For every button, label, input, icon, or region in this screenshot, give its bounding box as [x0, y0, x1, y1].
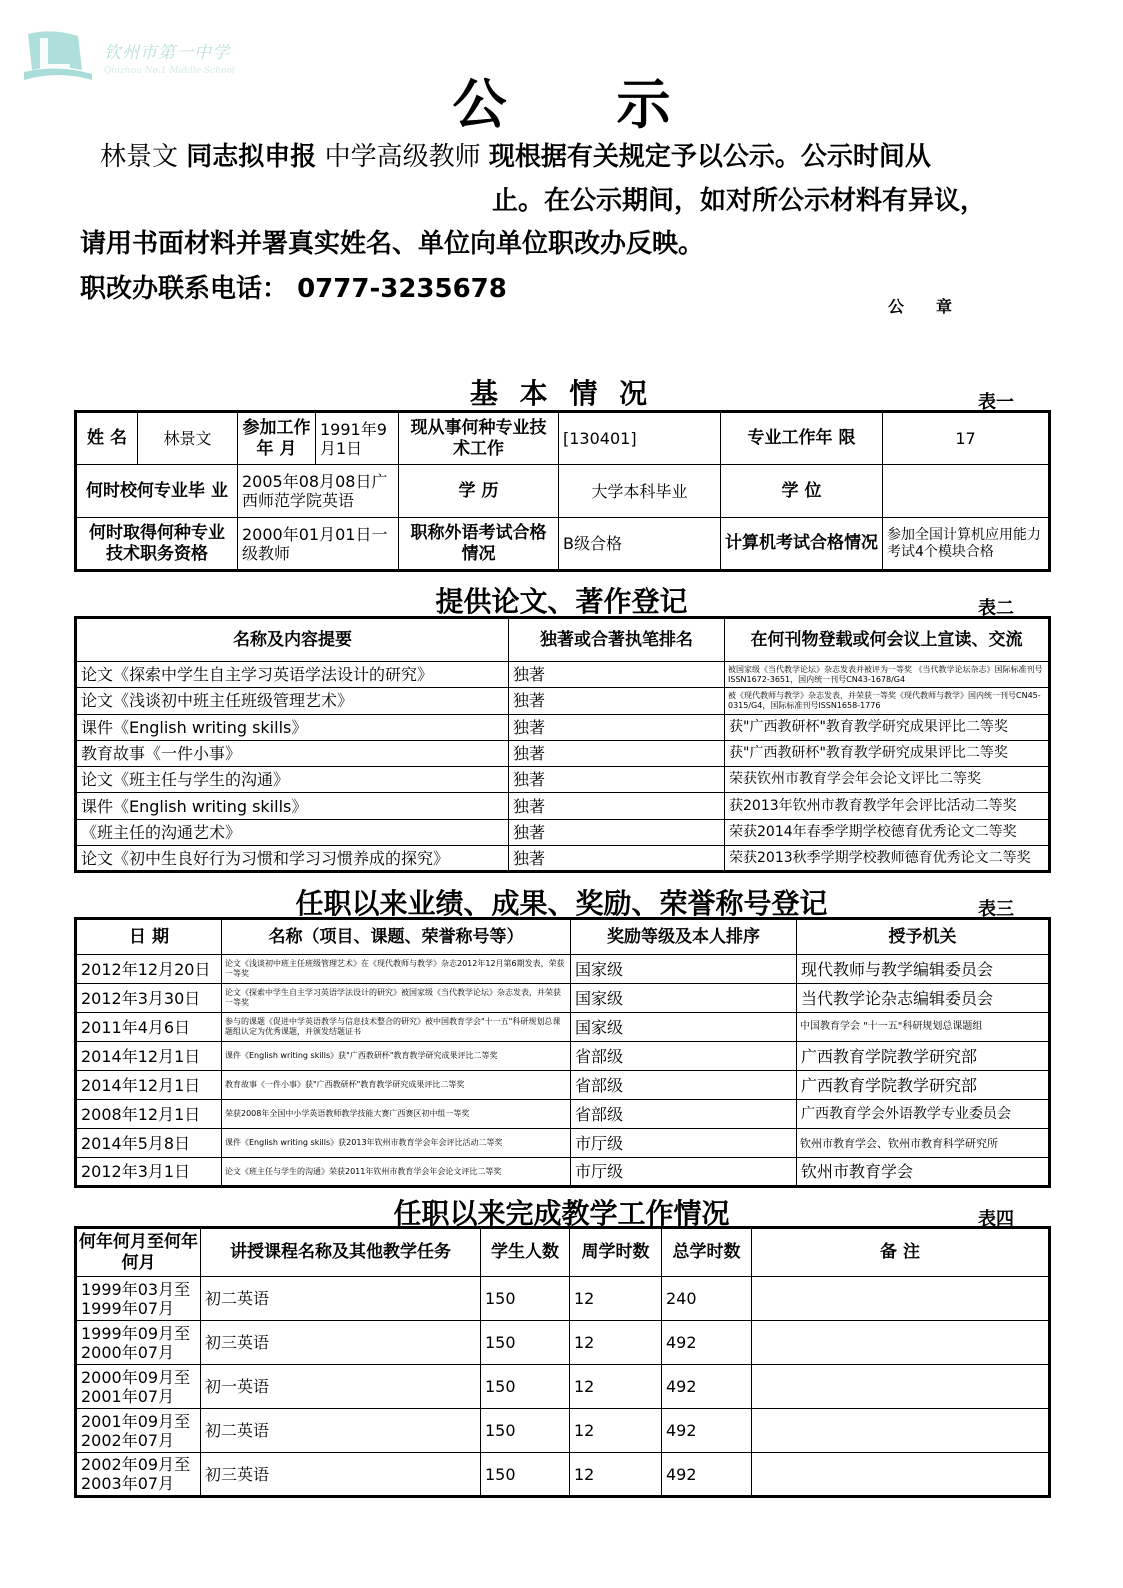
table-row — [76, 740, 1050, 766]
achievement-authority: 中国教育学会 "十一五"科研规划总课题组 — [797, 1013, 1050, 1042]
table-row — [76, 714, 1050, 740]
achievements-table — [74, 917, 1051, 1188]
teaching-period: 2000年09月至2001年07月 — [76, 1365, 201, 1409]
achievement-level: 国家级 — [571, 984, 797, 1013]
table-row — [76, 1277, 1050, 1321]
table-row — [76, 1100, 1050, 1129]
achievements-header-date: 日 期 — [76, 919, 222, 955]
basic-info-table — [74, 410, 1051, 572]
teaching-period: 1999年03月至1999年07月 — [76, 1277, 201, 1321]
achievement-name: 论文《浅谈初中班主任班级管理艺术》在《现代教师与教学》杂志2012年12月第6期发表，荣获一等奖 — [222, 955, 571, 984]
teaching-period: 2001年09月至2002年07月 — [76, 1409, 201, 1453]
notice-line-3: 请用书面材料并署真实姓名、单位向单位职改办反映。 — [80, 229, 705, 259]
paper-author: 独著 — [509, 714, 725, 740]
computer-label: 计算机考试合格情况 — [721, 518, 883, 571]
current-job-value: [130401] — [559, 412, 721, 465]
paper-venue: 荣获钦州市教育学会年会论文评比二等奖 — [725, 767, 1050, 793]
paper-author: 独著 — [509, 740, 725, 766]
teaching-course: 初三英语 — [201, 1321, 481, 1365]
table-row — [76, 1013, 1050, 1042]
table-row — [76, 1321, 1050, 1365]
papers-title: 提供论文、著作登记 — [435, 585, 688, 618]
paper-name: 教育故事《一件小事》 — [76, 740, 509, 766]
papers-table — [74, 616, 1051, 873]
current-job-label: 现从事何种专业技术工作 — [399, 412, 559, 465]
teaching-header-students: 学生人数 — [481, 1228, 570, 1277]
table-row — [76, 1042, 1050, 1071]
table-row — [76, 1365, 1050, 1409]
achievement-date: 2012年3月30日 — [76, 984, 222, 1013]
teaching-course: 初一英语 — [201, 1365, 481, 1409]
table-row — [76, 1158, 1050, 1187]
paper-author: 独著 — [509, 662, 725, 688]
foreign-lang-label: 职称外语考试合格情况 — [399, 518, 559, 571]
table-row — [76, 1071, 1050, 1100]
teaching-notes — [752, 1365, 1050, 1409]
degree-value — [883, 465, 1050, 518]
paper-venue: 荣获2013秋季学期学校教师德育优秀论文二等奖 — [725, 846, 1050, 872]
achievement-level: 省部级 — [571, 1042, 797, 1071]
achievement-level: 市厅级 — [571, 1158, 797, 1187]
paper-venue: 获2013年钦州市教育教学年会评比活动二等奖 — [725, 793, 1050, 819]
papers-header-author: 独著或合著执笔排名 — [509, 618, 725, 662]
achievements-title: 任职以来业绩、成果、奖励、荣誉称号登记 — [295, 887, 828, 920]
teaching-tag: 表四 — [978, 1209, 1014, 1230]
teaching-weekly-hours: 12 — [570, 1409, 662, 1453]
graduation-label: 何时校何专业毕 业 — [76, 465, 238, 518]
achievement-date: 2014年12月1日 — [76, 1071, 222, 1100]
paper-author: 独著 — [509, 846, 725, 872]
teaching-total-hours: 492 — [662, 1409, 752, 1453]
teaching-total-hours: 492 — [662, 1453, 752, 1497]
basic-info-title: 基 本 情 况 — [469, 377, 654, 410]
papers-header-name: 名称及内容提要 — [76, 618, 509, 662]
paper-venue: 获"广西教研杯"教育教学研究成果评比二等奖 — [725, 714, 1050, 740]
computer-value: 参加全国计算机应用能力考试4个模块合格 — [883, 518, 1050, 571]
paper-name: 课件《English writing skills》 — [76, 793, 509, 819]
teaching-notes — [752, 1409, 1050, 1453]
teaching-total-hours: 492 — [662, 1365, 752, 1409]
achievement-name: 荣获2008年全国中小学英语教师教学技能大赛广西赛区初中组一等奖 — [222, 1100, 571, 1129]
achievement-date: 2014年5月8日 — [76, 1129, 222, 1158]
teaching-students: 150 — [481, 1321, 570, 1365]
work-start-value: 1991年9月1日 — [316, 412, 399, 465]
paper-name: 论文《探索中学生自主学习英语学法设计的研究》 — [76, 662, 509, 688]
teaching-header-total: 总学时数 — [662, 1228, 752, 1277]
achievement-authority: 广西教育学院教学研究部 — [797, 1071, 1050, 1100]
table-row — [76, 846, 1050, 872]
qualification-value: 2000年01月01日一级教师 — [238, 518, 399, 571]
achievement-authority: 广西教育学院教学研究部 — [797, 1042, 1050, 1071]
achievement-name: 论文《班主任与学生的沟通》荣获2011年钦州市教育学会年会论文评比二等奖 — [222, 1158, 571, 1187]
papers-header-venue: 在何刊物登载或何会议上宣读、交流 — [725, 618, 1050, 662]
contact-phone: 0777-3235678 — [297, 274, 507, 304]
table-row — [76, 793, 1050, 819]
teaching-notes — [752, 1277, 1050, 1321]
table-row — [76, 955, 1050, 984]
paper-venue: 被《现代教师与教学》杂志发表，并荣获一等奖《现代教师与教学》国内统一刊号CN45-0315/G4，国际标准刊号ISSN1658-1776 — [725, 688, 1050, 714]
achievements-header-authority: 授予机关 — [797, 919, 1050, 955]
paper-name: 《班主任的沟通艺术》 — [76, 819, 509, 845]
notice-text-1: 同志拟申报 — [186, 142, 317, 172]
paper-name: 课件《English writing skills》 — [76, 714, 509, 740]
page-title: 公示 — [452, 73, 781, 136]
table-row — [76, 1409, 1050, 1453]
achievement-name: 参与的课题《促进中学英语教学与信息技术整合的研究》被中国教育学会"十一五"科研规划总课题组认定为优秀课题，并颁发结题证书 — [222, 1013, 571, 1042]
teaching-header-period: 何年何月至何年何月 — [76, 1228, 201, 1277]
paper-venue: 荣获2014年春季学期学校德育优秀论文二等奖 — [725, 819, 1050, 845]
achievements-header-name: 名称（项目、课题、荣誉称号等） — [222, 919, 571, 955]
education-label: 学 历 — [399, 465, 559, 518]
candidate-name: 林景文 — [100, 142, 179, 172]
teaching-course: 初二英语 — [201, 1277, 481, 1321]
years-label: 专业工作年 限 — [721, 412, 883, 465]
achievement-name: 课件《English writing skills》获"广西教研杯"教育教学研究成果评比二等奖 — [222, 1042, 571, 1071]
achievement-name: 教育故事《一件小事》获"广西教研杯"教育教学研究成果评比二等奖 — [222, 1071, 571, 1100]
teaching-weekly-hours: 12 — [570, 1321, 662, 1365]
graduation-value: 2005年08月08日广西师范学院英语 — [238, 465, 399, 518]
paper-name: 论文《班主任与学生的沟通》 — [76, 767, 509, 793]
teaching-title: 任职以来完成教学工作情况 — [393, 1197, 730, 1230]
achievement-name: 论文《探索中学生自主学习英语学法设计的研究》被国家级《当代教学论坛》杂志发表，并荣获一等奖 — [222, 984, 571, 1013]
teaching-period: 1999年09月至2000年07月 — [76, 1321, 201, 1365]
qualification-label: 何时取得何种专业技术职务资格 — [76, 518, 238, 571]
achievement-level: 国家级 — [571, 955, 797, 984]
name-label: 姓 名 — [76, 412, 138, 465]
degree-label: 学 位 — [721, 465, 883, 518]
paper-author: 独著 — [509, 819, 725, 845]
table-row — [76, 1453, 1050, 1497]
education-value: 大学本科毕业 — [559, 465, 721, 518]
teaching-table — [74, 1226, 1051, 1498]
achievements-header-level: 奖励等级及本人排序 — [571, 919, 797, 955]
contact-label: 职改办联系电话： — [80, 274, 289, 304]
paper-name: 论文《初中生良好行为习惯和学习习惯养成的探究》 — [76, 846, 509, 872]
paper-venue: 被国家级《当代教学论坛》杂志发表并被评为一等奖 《当代教学论坛杂志》国际标准刊号ISSN1672-3651，国内统一刊号CN43-1678/G4 — [725, 662, 1050, 688]
achievements-tag: 表三 — [978, 899, 1014, 920]
table-row — [76, 662, 1050, 688]
teaching-total-hours: 492 — [662, 1321, 752, 1365]
paper-author: 独著 — [509, 793, 725, 819]
achievement-date: 2012年3月1日 — [76, 1158, 222, 1187]
paper-name: 论文《浅谈初中班主任班级管理艺术》 — [76, 688, 509, 714]
teaching-total-hours: 240 — [662, 1277, 752, 1321]
teaching-header-weekly: 周学时数 — [570, 1228, 662, 1277]
achievement-authority: 现代教师与教学编辑委员会 — [797, 955, 1050, 984]
notice-text-2: 现根据有关规定予以公示。公示时间从 — [488, 142, 931, 172]
foreign-lang-value: B级合格 — [559, 518, 721, 571]
achievement-authority: 当代教学论杂志编辑委员会 — [797, 984, 1050, 1013]
achievement-level: 省部级 — [571, 1100, 797, 1129]
teaching-course: 初三英语 — [201, 1453, 481, 1497]
papers-tag: 表二 — [978, 598, 1014, 619]
logo-school-name: 钦州市第一中学 — [104, 43, 230, 63]
name-value: 林景文 — [138, 412, 238, 465]
applied-position: 中学高级教师 — [324, 142, 481, 172]
achievement-level: 省部级 — [571, 1071, 797, 1100]
teaching-course: 初二英语 — [201, 1409, 481, 1453]
teaching-notes — [752, 1321, 1050, 1365]
paper-author: 独著 — [509, 688, 725, 714]
work-start-label: 参加工作年 月 — [238, 412, 316, 465]
teaching-weekly-hours: 12 — [570, 1453, 662, 1497]
table-row — [76, 819, 1050, 845]
achievement-date: 2011年4月6日 — [76, 1013, 222, 1042]
table-row — [76, 984, 1050, 1013]
achievement-level: 市厅级 — [571, 1129, 797, 1158]
seal-label: 公章 — [888, 297, 985, 316]
achievement-date: 2008年12月1日 — [76, 1100, 222, 1129]
table-row — [76, 688, 1050, 714]
basic-info-tag: 表一 — [978, 392, 1014, 413]
logo-subtitle: Qinzhou No.1 Middle School — [104, 66, 235, 76]
notice-line-2: 止。在公示期间，如对所公示材料有异议， — [492, 186, 987, 216]
achievement-name: 课件《English writing skills》获2013年钦州市教育学会年会评比活动二等奖 — [222, 1129, 571, 1158]
achievement-authority: 钦州市教育学会 — [797, 1158, 1050, 1187]
teaching-period: 2002年09月至2003年07月 — [76, 1453, 201, 1497]
teaching-weekly-hours: 12 — [570, 1277, 662, 1321]
achievement-authority: 广西教育学会外语教学专业委员会 — [797, 1100, 1050, 1129]
teaching-students: 150 — [481, 1409, 570, 1453]
achievement-date: 2012年12月20日 — [76, 955, 222, 984]
teaching-students: 150 — [481, 1365, 570, 1409]
teaching-notes — [752, 1453, 1050, 1497]
teaching-header-course: 讲授课程名称及其他教学任务 — [201, 1228, 481, 1277]
achievement-authority: 钦州市教育学会、钦州市教育科学研究所 — [797, 1129, 1050, 1158]
years-value: 17 — [883, 412, 1050, 465]
paper-author: 独著 — [509, 767, 725, 793]
table-row — [76, 767, 1050, 793]
achievement-date: 2014年12月1日 — [76, 1042, 222, 1071]
teaching-students: 150 — [481, 1277, 570, 1321]
paper-venue: 获"广西教研杯"教育教学研究成果评比二等奖 — [725, 740, 1050, 766]
table-row — [76, 1129, 1050, 1158]
notice-line-1 — [100, 136, 1080, 178]
teaching-students: 150 — [481, 1453, 570, 1497]
achievement-level: 国家级 — [571, 1013, 797, 1042]
teaching-weekly-hours: 12 — [570, 1365, 662, 1409]
teaching-header-notes: 备 注 — [752, 1228, 1050, 1277]
